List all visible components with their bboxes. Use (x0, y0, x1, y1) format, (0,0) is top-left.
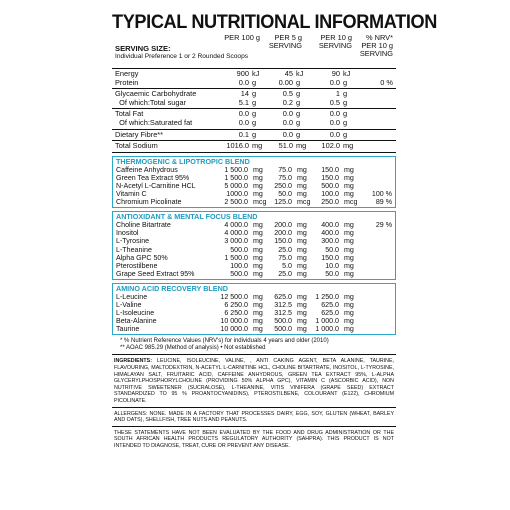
value-per5: 45 (284, 69, 293, 78)
unit-per5: mg (297, 309, 307, 318)
nutrition-group (112, 109, 396, 128)
value-per100: 4 000.0 (224, 229, 248, 238)
value-nrv: 0 % (380, 77, 393, 87)
unit-per100: g (252, 109, 257, 119)
row-label: Pterostilbene (116, 261, 158, 270)
value-per5: 25.0 (278, 245, 292, 254)
value-per10: 50.0 (325, 245, 339, 254)
allergens-rule (112, 407, 396, 408)
table-row (112, 79, 396, 88)
unit-per5: kJ (296, 69, 304, 78)
unit-per10: g (343, 109, 348, 119)
value-per100: 0.1 (238, 129, 249, 139)
row-label: Of which:Total sugar (115, 97, 187, 107)
value-per10: 400.0 (321, 229, 339, 238)
value-per5: 51.0 (278, 141, 293, 151)
value-per10: 300.0 (321, 237, 339, 246)
value-per10: 102.0 (321, 141, 340, 151)
nutrition-group (112, 130, 396, 141)
unit-per100: mg (253, 253, 263, 262)
value-per100: 5 000.0 (224, 181, 248, 190)
value-per100: 2 500.0 (224, 198, 248, 207)
blends (112, 156, 396, 336)
col-per10-a: PER 10 g (320, 33, 352, 42)
col-per100: PER 100 g (224, 33, 260, 42)
unit-per10: mg (344, 173, 354, 182)
value-per5: 0.0 (282, 129, 293, 139)
value-per100: 0.0 (238, 109, 249, 119)
value-per10: 1 000.0 (315, 325, 339, 334)
unit-per100: mg (253, 309, 263, 318)
nutrition-group (112, 69, 396, 88)
value-per5: 0.2 (282, 97, 293, 107)
unit-per5: mg (297, 229, 307, 238)
unit-per5: mg (297, 165, 307, 174)
value-per5: 250.0 (274, 181, 292, 190)
unit-per100: mg (253, 269, 263, 278)
unit-per5: g (296, 109, 301, 119)
unit-per5: mg (296, 141, 307, 151)
col-per10-b: SERVING (318, 41, 352, 50)
value-per100: 3 000.0 (224, 237, 248, 246)
unit-per5: mg (297, 190, 307, 199)
disclaimer-rule (112, 426, 396, 427)
unit-per100: mg (253, 165, 263, 174)
unit-per100: mcg (253, 198, 267, 207)
unit-per100: g (252, 129, 257, 139)
value-per5: 5.0 (282, 261, 292, 270)
value-per5: 50.0 (278, 190, 292, 199)
blend-title: AMINO ACID RECOVERY BLEND (116, 283, 228, 293)
unit-per100: kJ (252, 69, 260, 78)
table-row (113, 293, 395, 301)
value-per10: 500.0 (321, 181, 339, 190)
unit-per100: mg (253, 300, 263, 309)
row-label: Protein (115, 77, 139, 87)
unit-per5: g (296, 129, 301, 139)
value-per100: 500.0 (230, 245, 248, 254)
unit-per100: mg (253, 325, 263, 334)
value-per5: 150.0 (274, 237, 292, 246)
value-per10: 625.0 (321, 300, 339, 309)
value-per5: 125.0 (274, 198, 292, 207)
unit-per5: mg (297, 300, 307, 309)
footnote-aoac: ** AOAC 985.29 (Method of analysis) • Not established (120, 345, 266, 352)
unit-per100: mg (253, 229, 263, 238)
unit-per100: g (252, 97, 257, 107)
table-row (113, 309, 395, 317)
value-per10: 0.0 (329, 129, 340, 139)
row-label: Total Fat (115, 109, 144, 119)
table-row (113, 229, 395, 237)
nutrition-group (112, 141, 396, 152)
unit-per100: mg (253, 181, 263, 190)
blend-box (112, 156, 396, 208)
value-per10: 250.0 (321, 198, 339, 207)
row-label: L-Isoleucine (116, 309, 155, 318)
unit-per10: g (343, 89, 348, 99)
nutrition-panel (112, 11, 437, 449)
col-nrv-a: % NRV* (366, 33, 393, 42)
value-per10: 90 (331, 69, 340, 78)
value-per10: 150.0 (321, 165, 339, 174)
value-per5: 625.0 (274, 292, 292, 301)
unit-per10: mg (344, 229, 354, 238)
table-row (113, 246, 395, 254)
table-row (113, 262, 395, 270)
col-nrv-c: SERVING (359, 49, 393, 58)
row-label: Chromium Picolinate (116, 198, 182, 207)
disclaimer-text: THESE STATEMENTS HAVE NOT BEEN EVALUATED BY THE FOOD AND DRUG ADMINISTRATION OR THE SOUTH AFRICAN HEALTH PRODUCTS REGULATORY AUTHORITY (SAHPRA). THIS PRODUCT IS NOT INTENDED TO DIAGNOSE, TREAT, CURE OR PREVENT ANY DISEASE. (114, 429, 394, 449)
value-nrv: 100 % (371, 190, 392, 199)
unit-per10: g (343, 129, 348, 139)
row-label: Green Tea Extract 95% (116, 173, 190, 182)
row-label: L-Theanine (116, 245, 152, 254)
value-per100: 6 250.0 (224, 309, 248, 318)
value-per5: 0.00 (278, 77, 293, 87)
value-per5: 0.0 (282, 109, 293, 119)
value-per100: 100.0 (230, 261, 248, 270)
ingredients-rule (112, 354, 396, 355)
nutrition-rows (112, 69, 396, 153)
ingredients-text: LEUCINE, ISOLEUCINE, VALINE, , ANTI CAKING AGENT, BETA ALANINE, TAURINE, FLAVOURING, MALTODEXTRIN, N-ACETYL L-CARNITINE HCL, CHOLINE BITARTRATE, INOSITOL, L-TYROSINE, HIMALAYAN SALT, FRUITARIC ACID, CAFFEINE ANHYDROUS, GREEN TEA EXTRACT 95%, L-ALPHA GLYCERYLPHOSPHORYLCHOLINE (PROVIDING 50% ALPHA GPC), VITAMIN C (ASCORBIC ACID), NON NUTRITIVE SWEETENER (SUCRALOSE), L-THEANINE, VITIS VINIFERA (GRAPE SEED) EXTRACT STANDARDIZED TO 95 % PROANTOCYANIDINS), PTEROSTILBENE, COLOURANT (E122), CHROMIUM PICOLINATE. (114, 358, 394, 404)
row-label: Energy (115, 69, 139, 78)
value-per100: 6 250.0 (224, 300, 248, 309)
value-per100: 1016.0 (226, 141, 249, 151)
table-row (112, 131, 396, 140)
table-row (112, 142, 396, 151)
unit-per10: mg (344, 292, 354, 301)
unit-per10: g (343, 77, 348, 87)
unit-per5: mg (297, 181, 307, 190)
value-per10: 625.0 (321, 309, 339, 318)
unit-per100: mg (253, 221, 263, 230)
row-label: L-Valine (116, 300, 142, 309)
value-per100: 900 (236, 69, 249, 78)
value-per10: 100.0 (321, 190, 339, 199)
value-per10: 150.0 (321, 253, 339, 262)
value-per100: 14 (240, 89, 249, 99)
value-nrv: 89 % (375, 198, 392, 207)
value-per5: 75.0 (278, 173, 292, 182)
value-per10: 150.0 (321, 173, 339, 182)
row-label: L-Tyrosine (116, 237, 150, 246)
row-label: Alpha GPC 50% (116, 253, 168, 262)
value-per100: 0.0 (238, 77, 249, 87)
unit-per10: mg (344, 190, 354, 199)
unit-per5: mg (297, 325, 307, 334)
unit-per10: mg (344, 309, 354, 318)
unit-per5: mcg (297, 198, 311, 207)
table-row (113, 301, 395, 309)
value-per10: 1 000.0 (315, 317, 339, 326)
table-row (113, 182, 395, 190)
value-per10: 400.0 (321, 221, 339, 230)
row-label: Glycaemic Carbohydrate (115, 89, 197, 99)
unit-per100: g (252, 117, 257, 127)
unit-per10: g (343, 117, 348, 127)
value-per5: 200.0 (274, 229, 292, 238)
unit-per5: mg (297, 269, 307, 278)
panel-title: TYPICAL NUTRITIONAL INFORMATION (112, 11, 437, 33)
unit-per5: g (296, 89, 301, 99)
blend-title: THERMOGENIC & LIPOTROPIC BLEND (116, 156, 250, 166)
unit-per5: mg (297, 253, 307, 262)
row-label: Taurine (116, 325, 140, 334)
nutrition-group (112, 89, 396, 108)
value-per100: 10 000.0 (220, 317, 248, 326)
unit-per100: mg (253, 173, 263, 182)
table-row (113, 190, 395, 198)
value-per100: 12 500.0 (220, 292, 248, 301)
value-per5: 25.0 (278, 269, 292, 278)
unit-per5: g (296, 77, 301, 87)
value-per100: 4 000.0 (224, 221, 248, 230)
unit-per10: mg (344, 325, 354, 334)
row-label: Vitamin C (116, 190, 147, 199)
footnote-nrv: * % Nutrient Reference Values (NRV's) for individuals 4 years and older (2010) (120, 338, 329, 345)
unit-per100: mg (252, 141, 263, 151)
serving-size-label: SERVING SIZE: (115, 44, 171, 53)
value-per5: 75.0 (278, 253, 292, 262)
table-row (113, 270, 395, 278)
unit-per10: mg (344, 261, 354, 270)
unit-per5: mg (297, 292, 307, 301)
unit-per5: g (296, 97, 301, 107)
blend-box (112, 211, 396, 280)
serving-size-desc: Individual Preference 1 or 2 Rounded Scoops (115, 53, 249, 60)
row-label: Grape Seed Extract 95% (116, 269, 195, 278)
table-row (113, 198, 395, 206)
value-per100: 1000.0 (226, 190, 248, 199)
ingredients-label: INGREDIENTS: (114, 358, 152, 365)
table-row (113, 221, 395, 229)
value-per10: 50.0 (325, 269, 339, 278)
col-per5-b: SERVING (268, 41, 302, 50)
allergens-text: ALLERGENS: NONE. MADE IN A FACTORY THAT PROCESSES DAIRY, EGG, SOY, GLUTEN (WHEAT, BARLEY AND OATS), SHELLFISH, TREE NUTS AND PEANUTS. (114, 410, 394, 424)
value-per5: 312.5 (274, 309, 292, 318)
footnotes (112, 338, 396, 352)
table-row (112, 119, 396, 128)
unit-per100: g (252, 89, 257, 99)
row-label: Caffeine Anhydrous (116, 165, 178, 174)
row-label: L-Leucine (116, 292, 148, 301)
unit-per5: mg (297, 261, 307, 270)
unit-per10: mcg (344, 198, 358, 207)
value-per100: 1 500.0 (224, 173, 248, 182)
unit-per100: mg (253, 292, 263, 301)
value-per10: 10.0 (325, 261, 339, 270)
unit-per100: mg (253, 317, 263, 326)
unit-per10: mg (344, 237, 354, 246)
table-row (113, 166, 395, 174)
unit-per10: mg (344, 269, 354, 278)
unit-per100: mg (253, 237, 263, 246)
unit-per100: mg (253, 261, 263, 270)
blend-box (112, 283, 396, 335)
row-label: Inositol (116, 229, 139, 238)
unit-per5: mg (297, 245, 307, 254)
unit-per10: mg (344, 165, 354, 174)
unit-per10: g (343, 97, 348, 107)
unit-per100: mg (253, 245, 263, 254)
col-nrv-b: PER 10 g (361, 41, 393, 50)
value-per5: 312.5 (274, 300, 292, 309)
table-row (113, 254, 395, 262)
value-per10: 1 250.0 (315, 292, 339, 301)
table-row (112, 99, 396, 108)
value-per10: 1 (335, 89, 340, 99)
value-per10: 0.0 (329, 109, 340, 119)
unit-per10: mg (343, 141, 354, 151)
unit-per100: g (252, 77, 257, 87)
value-per5: 200.0 (274, 221, 292, 230)
unit-per10: mg (344, 245, 354, 254)
value-per100: 1 500.0 (224, 165, 248, 174)
value-per5: 0.5 (282, 89, 293, 99)
row-label: Total Sodium (115, 141, 158, 151)
ingredients-block (112, 358, 396, 404)
value-per100: 5.1 (238, 97, 249, 107)
table-row (113, 237, 395, 245)
unit-per10: mg (344, 300, 354, 309)
table-row (113, 325, 395, 333)
value-per10: 0.5 (329, 97, 340, 107)
table-header (112, 34, 396, 67)
unit-per5: mg (297, 237, 307, 246)
value-nrv: 29 % (375, 221, 392, 230)
table-row (113, 317, 395, 325)
group-divider (112, 152, 396, 153)
value-per100: 0.0 (238, 117, 249, 127)
value-per5: 500.0 (274, 317, 292, 326)
value-per100: 1 500.0 (224, 253, 248, 262)
row-label: N-Acetyl L-Carnitine HCL (116, 181, 196, 190)
unit-per10: mg (344, 221, 354, 230)
unit-per5: mg (297, 221, 307, 230)
unit-per10: kJ (343, 69, 351, 78)
value-per100: 500.0 (230, 269, 248, 278)
unit-per5: g (296, 117, 301, 127)
unit-per10: mg (344, 253, 354, 262)
row-label: Dietary Fibre** (115, 129, 164, 139)
value-per10: 0.0 (329, 77, 340, 87)
unit-per5: mg (297, 173, 307, 182)
row-label: Choline Bitartrate (116, 221, 171, 230)
value-per5: 0.0 (282, 117, 293, 127)
value-per5: 500.0 (274, 325, 292, 334)
blend-title: ANTIOXIDANT & MENTAL FOCUS BLEND (116, 212, 258, 222)
row-label: Beta-Alanine (116, 317, 157, 326)
unit-per10: mg (344, 317, 354, 326)
value-per100: 10 000.0 (220, 325, 248, 334)
value-per10: 0.0 (329, 117, 340, 127)
row-label: Of which:Saturated fat (115, 117, 193, 127)
table-row (113, 174, 395, 182)
unit-per100: mg (253, 190, 263, 199)
unit-per10: mg (344, 181, 354, 190)
unit-per5: mg (297, 317, 307, 326)
value-per5: 75.0 (278, 165, 292, 174)
col-per5-a: PER 5 g (274, 33, 302, 42)
